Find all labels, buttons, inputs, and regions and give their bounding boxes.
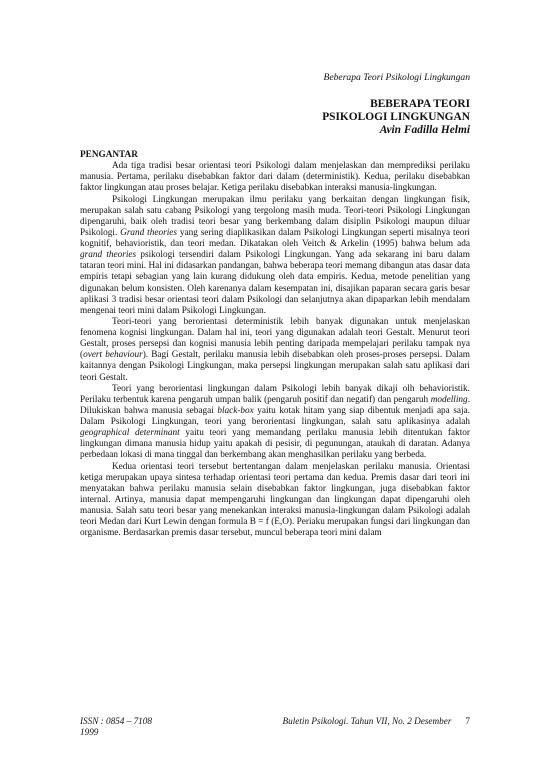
paragraph-5: Kedua orientasi teori tersebut bertentangan dalam menjelaskan perilaku manusia. Orientasi ketiga merupakan upaya sintesa terhadap orientasi teori pertama dan kedua. Premis dasar dari teori ini menyatakan bahwa perilaku manusia selain disebabkan faktor lingkungan, juga disebabkan faktor internal. Artinya, manusia dapat mempengaruhi lingkungan dan lingkungan dapat dipengaruhi oleh manusia. Salah satu teori besar yang menekankan interaksi manusia-lingkungan dalam Psikologi adalah teori Medan dari Kurt Lewin dengan formula B = f (E,O). Periaku merupakan fungsi dari lingkungan dan organisme. Berdasarkan premis dasar tersebut, muncul beberapa teori mini dalam <box>80 461 471 539</box>
author-name: Avin Fadilla Helmi <box>379 124 470 136</box>
article-title-line-1: BEBERAPA TEORI <box>370 98 470 110</box>
page-number: 7 <box>465 716 470 726</box>
article-body <box>80 150 470 539</box>
paragraph-3: Teori-teori yang berorientasi deterministik lebih banyak digunakan untuk menjelaskan fenomena kognisi lingkungan. Dalam hal ini, teori yang digunakan adalah teori Gestalt. Menurut teori Gestalt, proses persepsi dan kognisi manusia lebih penting daripada mempelajari perilaku tampak nya (overt behaviour). Bagi Gestalt, perilaku manusia lebih disebabkan oleh proses-proses persepsi. Dalam kaitannya dengan Psikologi Lingkungan, maka persepsi lingkungan merupakan salah satu aplikasi dari teori Gestalt. <box>80 316 470 383</box>
paragraph-4: Teori yang berorientasi lingkungan dalam Psikologi lebih banyak dikaji olh behavioristik. Perilaku terbentuk karena pengaruh umpan balik (pengaruh positif dan negatif) dan pengaruh modelling. Dilukiskan bahwa manusia sebagai black-box yaitu kotak hitam yang siap dibentuk menjadi apa saja. Dalam Psikologi Lingkungan, teori yang berorientasi lingkungan, salah satu aplikasinya adalah geographical determinant yaitu teori yang memandang perilaku manusia lebih ditentukan faktor lingkungan dimana manusia hidup yaitu apakah di pesisir, di pegunungan, ataukah di daratan. Adanya perbedaan lokasi di mana tinggal dan berkembang akan menghasilkan perilaku yang berbeda. <box>80 383 470 461</box>
section-heading: PENGANTAR <box>80 150 138 160</box>
page-footer <box>80 716 470 738</box>
publication-year: 1999 <box>80 727 99 737</box>
journal-citation: Buletin Psikologi. Tahun VII, No. 2 Desember <box>282 716 452 726</box>
title-block <box>322 98 470 137</box>
article-title-line-2: PSIKOLOGI LINGKUNGAN <box>322 111 470 123</box>
paragraph-1: Ada tiga tradisi besar orientasi teori Psikologi dalam menjelaskan dan memprediksi perilaku manusia. Pertama, perilaku disebabkan faktor dari dalam (deterministik). Kedua, perilaku disebabkan faktor lingkungan atau proses belajar. Ketiga perilaku disebabkan interaksi manusia-lingkungan. <box>80 161 470 194</box>
issn-label: ISSN : 0854 – 7108 <box>80 716 152 726</box>
paragraph-2: Psikologi Lingkungan merupakan ilmu perilaku yang berkaitan dengan lingkungan fisik, merupakan salah satu cabang Psikologi yang tergolong masih muda. Teori-teori Psikologi Lingkungan dipengaruhi, baik oleh tradisi teori besar yang berkembang dalam disiplin Psikologi maupun diluar Psikologi. Grand theories yang sering diaplikasikan dalam Psikologi Lingkungan seperti misalnya teori kognitif, behavioristik, dan teori medan. Dikatakan oleh Veitch & Arkelin (1995) bahwa belum ada grand theories psikologi tersendiri dalam Psikologi Lingkungan. Yang ada sekarang ini baru dalam tataran teori mini. Hal ini didasarkan pandangan, bahwa beberapa teori memang dibangun atas dasar data empiris tetapi sebagian yang lain kurang didukung oleh data empiris. Kedua, metode penelitian yang digunakan belum konsisten. Oleh karenanya dalam kesempatan ini, disajikan paparan secara garis besar aplikasi 3 tradisi besar orientasi teori dalam Psikologi dan selanjutnya akan dipaparkan lebih mendalam mengenai teori mini dalam Psikologi Lingkungan. <box>80 194 470 316</box>
running-header: Beberapa Teori Psikologi Lingkungan <box>323 72 470 83</box>
